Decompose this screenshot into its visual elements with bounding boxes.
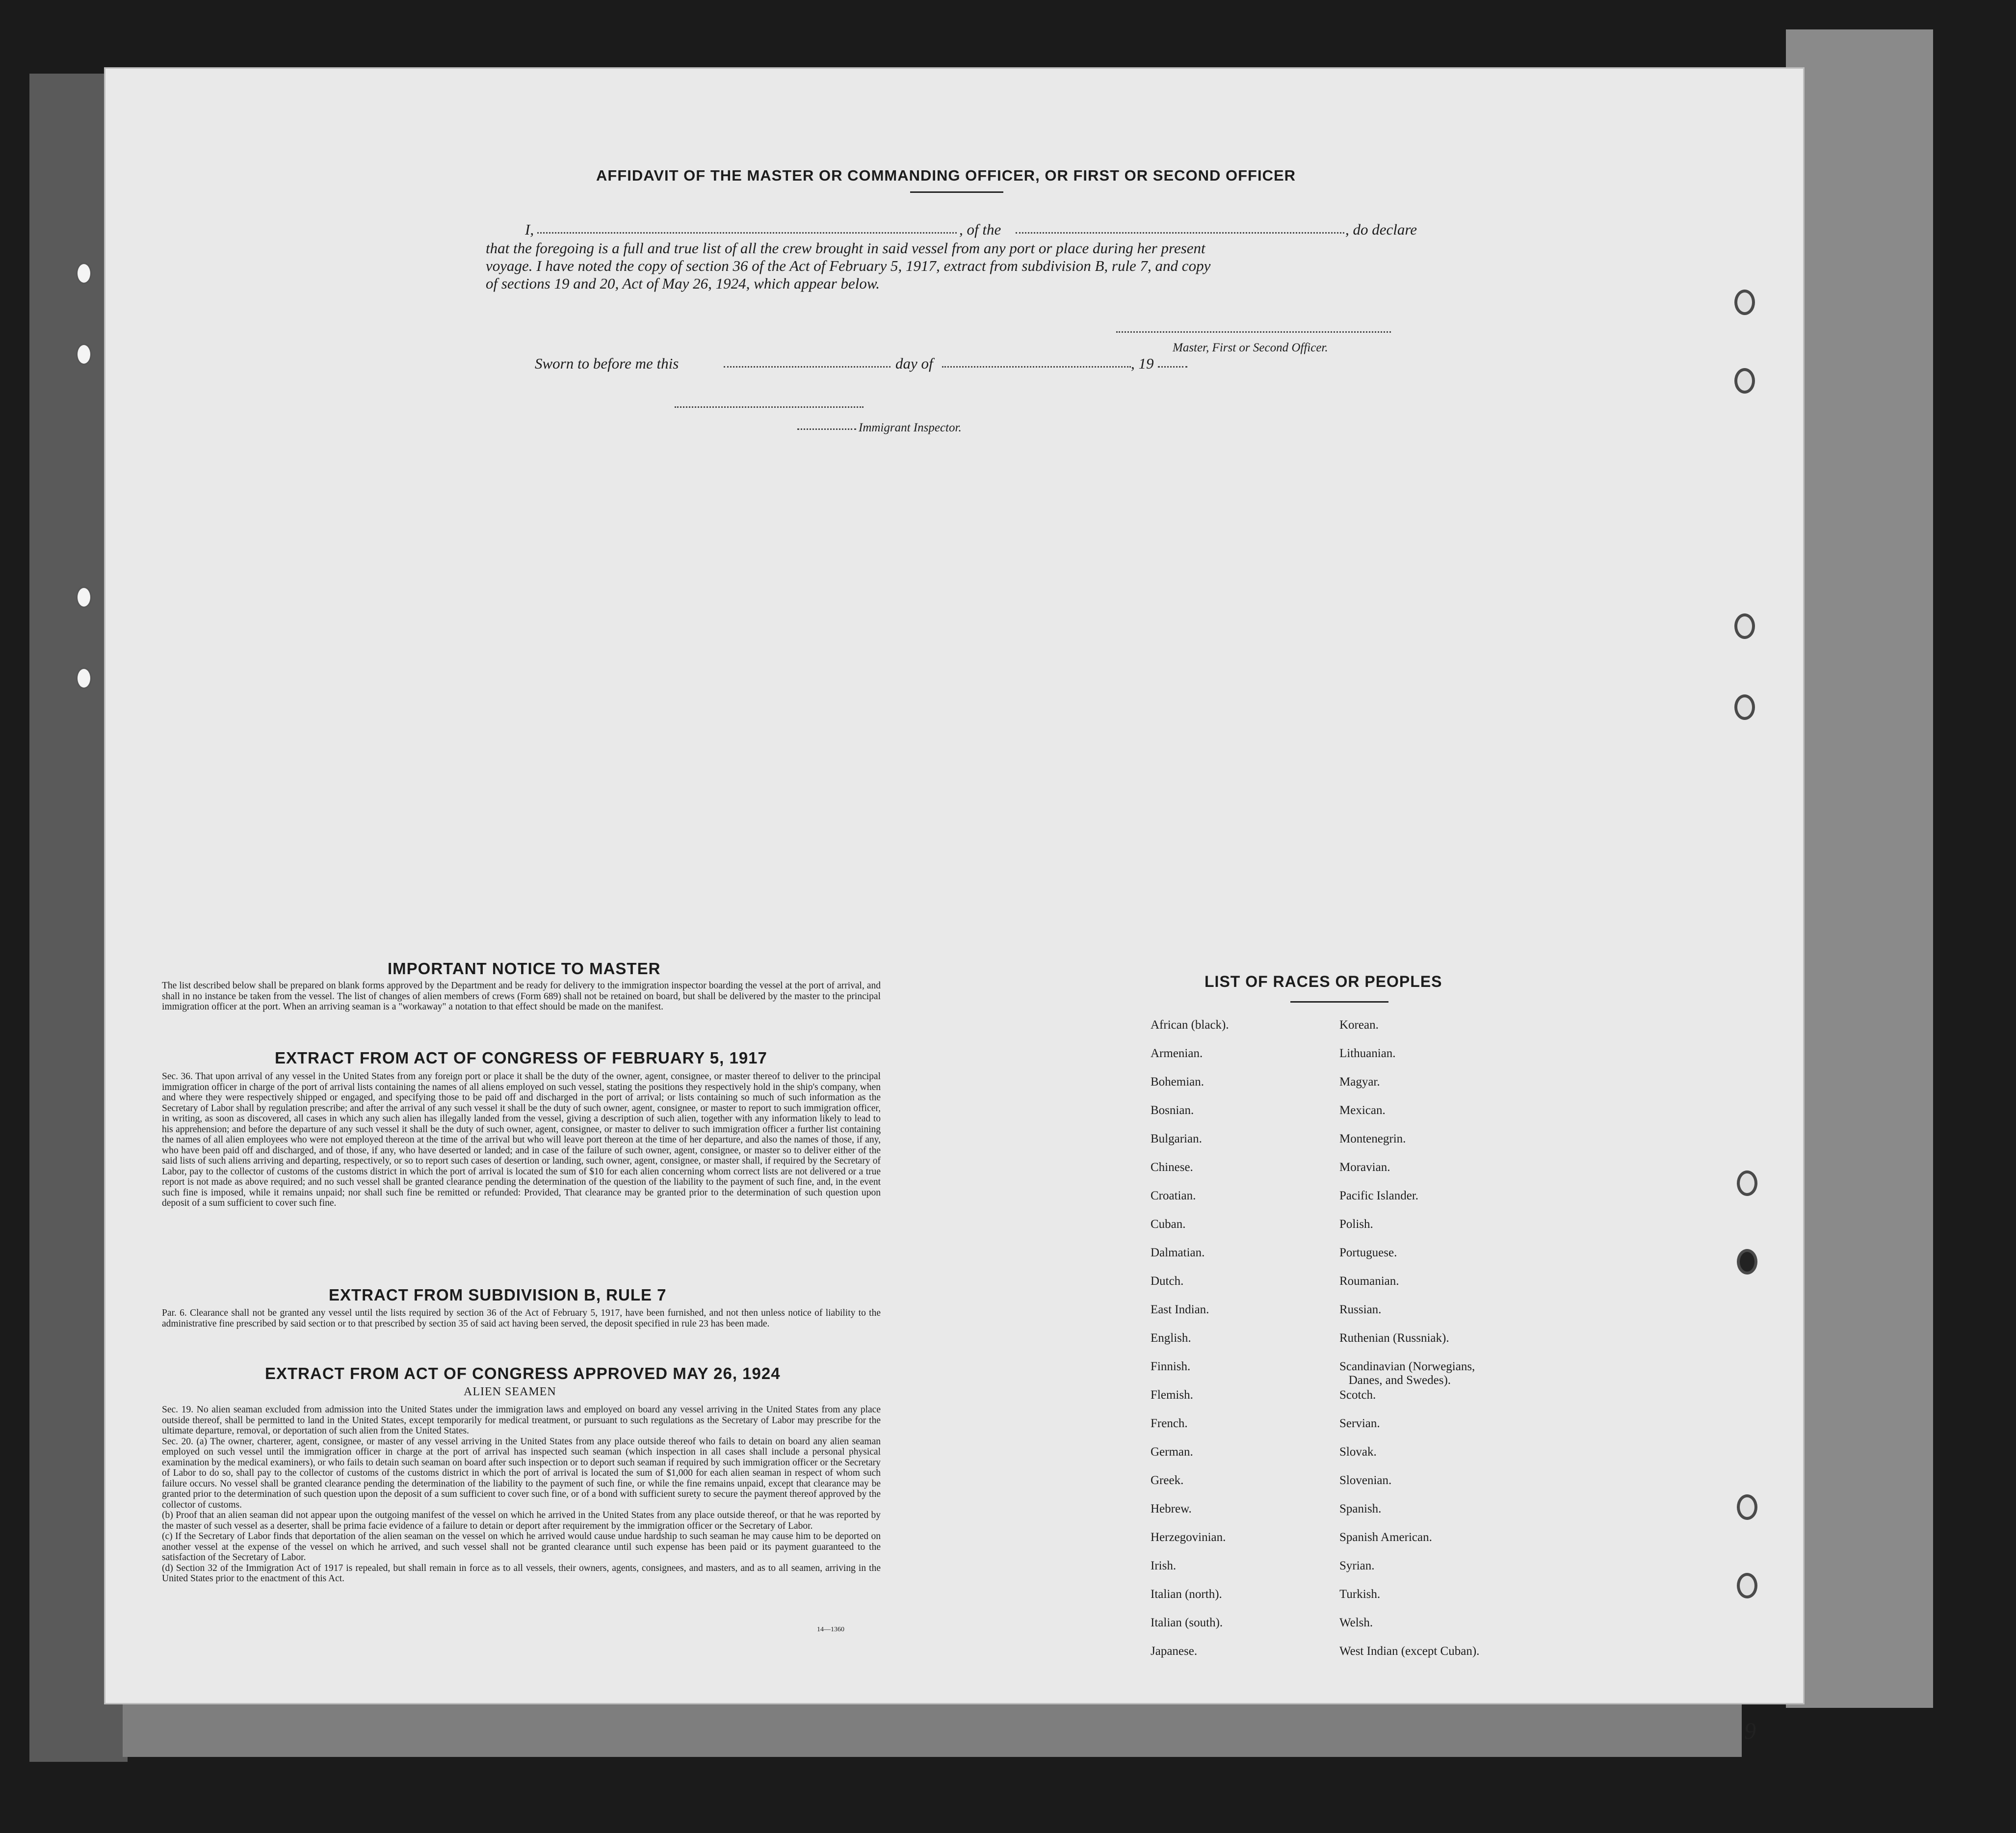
race-item: Servian.: [1339, 1417, 1380, 1430]
race-item: Mexican.: [1339, 1104, 1386, 1117]
punch-hole: [76, 586, 92, 608]
punch-hole: [1737, 1249, 1757, 1275]
punch-hole: [1734, 290, 1755, 315]
race-item: Polish.: [1339, 1218, 1373, 1231]
race-item: Moravian.: [1339, 1161, 1390, 1174]
sec20a-text: Sec. 20. (a) The owner, charterer, agent, consignee, or master of any vessel arriving in the United States from any place outside thereof who fails to detain on board any alien seaman employed on such vessel until the immigration officer in charge at the port of arrival has inspected such seaman (which inspection in all cases shall include a personal physical examination by the medical examiners), or who fails to detain such seaman on board after such inspection or to deport such seaman if required by such immigration officer or the Secretary of Labor to do so, shall pay to the collector of customs of the customs district in which the port of arrival is located the sum of $1,000 for each alien seaman in respect of whom such failure occurs. No vessel shall be granted clearance pending the determination of the liability to the payment of such fine, or while the fine remains unpaid, except that clearance may be granted prior to the determination of such question upon the deposit of a sum sufficient to cover such fine, or of a bond with sufficient surety to secure the payment thereof approved by the collector of customs.: [162, 1436, 881, 1510]
race-item: Lithuanian.: [1339, 1047, 1396, 1060]
affidavit-title: AFFIDAVIT OF THE MASTER OR COMMANDING OFFICER, OR FIRST OR SECOND OFFICER: [596, 167, 1296, 184]
sworn-day-blank: [724, 366, 890, 368]
master-signature-blank: [1116, 331, 1391, 333]
vessel-blank: [1016, 232, 1344, 234]
race-item: Russian.: [1339, 1303, 1382, 1316]
punch-hole: [1737, 1573, 1757, 1598]
inspector-signature-blank: [675, 406, 864, 408]
race-item: Turkish.: [1339, 1588, 1381, 1601]
race-item: Pacific Islander.: [1339, 1189, 1419, 1202]
race-item: English.: [1151, 1331, 1191, 1345]
name-blank: [537, 232, 957, 234]
punch-hole: [76, 263, 92, 284]
race-item: Irish.: [1151, 1559, 1177, 1572]
race-item: East Indian.: [1151, 1303, 1209, 1316]
race-item: Dalmatian.: [1151, 1246, 1205, 1259]
race-item: Armenian.: [1151, 1047, 1203, 1060]
form-number: 14—1360: [817, 1626, 844, 1633]
day-of-label: day of: [895, 355, 933, 372]
race-item: Chinese.: [1151, 1161, 1193, 1174]
page-mark: 9: [1744, 1718, 1756, 1744]
race-item: Greek.: [1151, 1474, 1184, 1487]
race-item: West Indian (except Cuban).: [1339, 1645, 1480, 1658]
race-item: Slovak.: [1339, 1445, 1377, 1459]
race-item: Scandinavian (Norwegians, Danes, and Swedes).: [1339, 1360, 1475, 1387]
race-item: Spanish.: [1339, 1502, 1382, 1515]
affidavit-line4: of sections 19 and 20, Act of May 26, 1924, which appear below.: [486, 275, 880, 292]
affidavit-line3: voyage. I have noted the copy of section 36 of the Act of February 5, 1917, extract from subdivision B, rule 7, and copy: [486, 257, 1211, 274]
race-item: Montenegrin.: [1339, 1132, 1406, 1145]
races-rule: [1290, 1001, 1388, 1003]
sec20d-text: (d) Section 32 of the Immigration Act of 1917 is repealed, but shall remain in force as to all vessels, their owners, agents, consignees, and masters, and as to all seamen, arriving in the United States prior to the enactment of this Act.: [162, 1563, 881, 1584]
extract-1917-title: EXTRACT FROM ACT OF CONGRESS OF FEBRUARY 5, 1917: [275, 1049, 767, 1067]
notice-text: The list described below shall be prepared on blank forms approved by the Department and be ready for delivery to the immigration inspector boarding the vessel at the port of arrival, and shall in no instance be taken from the vessel. The list of changes of alien members of crews (Form 689) shall not be retained on board, but shall be delivered by the master to the principal immigration officer at the port. When an arriving seaman is a "workaway" a notation to that effect should be made on the manifest.: [162, 981, 881, 1012]
extract-rule7-text: Par. 6. Clearance shall not be granted any vessel until the lists required by section 36 of the Act of February 5, 1917, have been furnished, and not then unless notice of liability to the administrative fine prescribed by said section or to that prescribed by section 35 of said act having been served, the deposit specified in rule 23 has been made.: [162, 1308, 881, 1329]
race-item: Spanish American.: [1339, 1531, 1432, 1544]
punch-hole: [1734, 694, 1755, 720]
extract-1924-title: EXTRACT FROM ACT OF CONGRESS APPROVED MAY 26, 1924: [265, 1364, 781, 1382]
race-item: Portuguese.: [1339, 1246, 1397, 1259]
race-item: Bulgarian.: [1151, 1132, 1202, 1145]
race-item: Roumanian.: [1339, 1275, 1399, 1288]
affidavit-i: I,: [525, 221, 534, 238]
punch-hole: [1737, 1494, 1757, 1520]
punch-hole: [1734, 368, 1755, 394]
master-caption: Master, First or Second Officer.: [1173, 341, 1328, 354]
race-item: Slovenian.: [1339, 1474, 1392, 1487]
extract-1917-text: Sec. 36. That upon arrival of any vessel in the United States from any foreign port or place it shall be the duty of the owner, agent, consignee, or master thereof to deliver to the principal immigration officer in charge of the port of arrival lists containing the names of all aliens employed on such vessel, stating the positions they respectively hold in the ship's company, when and where they were respectively shipped or engaged, and specifying those to be paid off and discharged in the port of arrival; or lists containing so much of such information as the Secretary of Labor shall by regulation prescribe; and after the arrival of any such vessel it shall be the duty of such owner, agent, consignee, or master to report to such immigration officer, in writing, as soon as discovered, all cases in which any such alien has illegally landed from the vessel, giving a description of such alien, together with any information likely to lead to his apprehension; and before the departure of any such vessel it shall be the duty of such owner, agent, consignee, or master to deliver to such immigration officer a further list containing the names of all alien employees who were not employed thereon at the time of the arrival but who will leave port thereon at the time of her departure, and also the names of those, if any, who have been paid off and discharged, and of those, if any, who have deserted or landed; and in case of the failure of such owner, agent, consignee, or master so to deliver either of the said lists of such aliens arriving and departing, respectively, or so to report such cases of desertion or landing, such owner, agent, consignee, or master shall, if required by the Secretary of Labor, pay to the collector of customs of the customs district in which the port of arrival is located the sum of $10 for each alien concerning whom correct lists are not delivered or a true report is not made as above required; and no such vessel shall be granted clearance pending the determination of the question of the liability to the payment of such fine, and, in the event such fine is imposed, while it remains unpaid; nor shall such fine be remitted or refunded: Provided, That clearance may be granted prior to the determination of such question upon deposit of a sum sufficient to cover such fine.: [162, 1071, 881, 1208]
punch-hole: [1737, 1170, 1757, 1196]
year-label: , 19: [1131, 355, 1154, 372]
race-item: Syrian.: [1339, 1559, 1375, 1572]
race-item: Scotch.: [1339, 1388, 1376, 1402]
document-page: [105, 69, 1803, 1744]
race-item: Dutch.: [1151, 1275, 1184, 1288]
background-sheet-right: [1786, 29, 1933, 1708]
race-item: Ruthenian (Russniak).: [1339, 1331, 1449, 1345]
race-item: Bohemian.: [1151, 1075, 1204, 1089]
race-item: Bosnian.: [1151, 1104, 1194, 1117]
extract-1924-text: [162, 1405, 881, 1584]
race-item: Welsh.: [1339, 1616, 1373, 1629]
year-blank: [1158, 366, 1187, 368]
race-item: Korean.: [1339, 1018, 1379, 1032]
inspector-caption: Immigrant Inspector.: [859, 421, 962, 434]
race-item: Finnish.: [1151, 1360, 1191, 1373]
race-item: French.: [1151, 1417, 1188, 1430]
sworn-label: Sworn to before me this: [535, 355, 679, 372]
race-item: Italian (south).: [1151, 1616, 1223, 1629]
alien-seamen-subtitle: ALIEN SEAMEN: [464, 1385, 556, 1398]
sec19-text: Sec. 19. No alien seaman excluded from admission into the United States under the immigration laws and employed on board any vessel arriving in the United States from any place outside thereof, shall be permitted to land in the United States, except temporarily for medical treatment, or pursuant to such regulations as the Secretary of Labor may prescribe for the ultimate departure, removal, or deportation of such alien from the United States.: [162, 1405, 881, 1436]
extract-rule7-title: EXTRACT FROM SUBDIVISION B, RULE 7: [329, 1286, 667, 1304]
inspector-dots: [797, 428, 856, 430]
title-rule: [910, 191, 1003, 193]
sworn-month-blank: [942, 366, 1131, 368]
race-item: African (black).: [1151, 1018, 1229, 1032]
race-item: Flemish.: [1151, 1388, 1193, 1402]
sec20b-text: (b) Proof that an alien seaman did not appear upon the outgoing manifest of the vessel on which he arrived in the United States from any place outside thereof, or that he was reported by the master of such vessel as a deserter, shall be prima facie evidence of a failure to detain or deport after requirement by the immigration officer or the Secretary of Labor.: [162, 1510, 881, 1531]
affidavit-declare: , do declare: [1345, 221, 1417, 238]
race-item: Herzegovinian.: [1151, 1531, 1226, 1544]
race-item: Croatian.: [1151, 1189, 1196, 1202]
race-item: Italian (north).: [1151, 1588, 1222, 1601]
punch-hole: [1734, 613, 1755, 639]
sec20c-text: (c) If the Secretary of Labor finds that deportation of the alien seaman on the vessel on which he arrived would cause undue hardship to such seaman he may cause him to be deported on another vessel at the expense of the vessel on which he arrived, and such vessel shall not be granted clearance until such expense has been paid or its payment guaranteed to the satisfaction of the Secretary of Labor.: [162, 1531, 881, 1563]
race-item: Magyar.: [1339, 1075, 1380, 1089]
affidavit-of-the: , of the: [959, 221, 1001, 238]
races-title: LIST OF RACES OR PEOPLES: [1204, 973, 1442, 990]
punch-hole: [76, 344, 92, 365]
race-item: Hebrew.: [1151, 1502, 1192, 1515]
race-item: Japanese.: [1151, 1645, 1198, 1658]
race-item: German.: [1151, 1445, 1193, 1459]
affidavit-line2: that the foregoing is a full and true list of all the crew brought in said vessel from any port or place during her present: [486, 239, 1205, 257]
notice-title: IMPORTANT NOTICE TO MASTER: [388, 959, 661, 978]
punch-hole: [76, 667, 92, 689]
race-item: Cuban.: [1151, 1218, 1186, 1231]
